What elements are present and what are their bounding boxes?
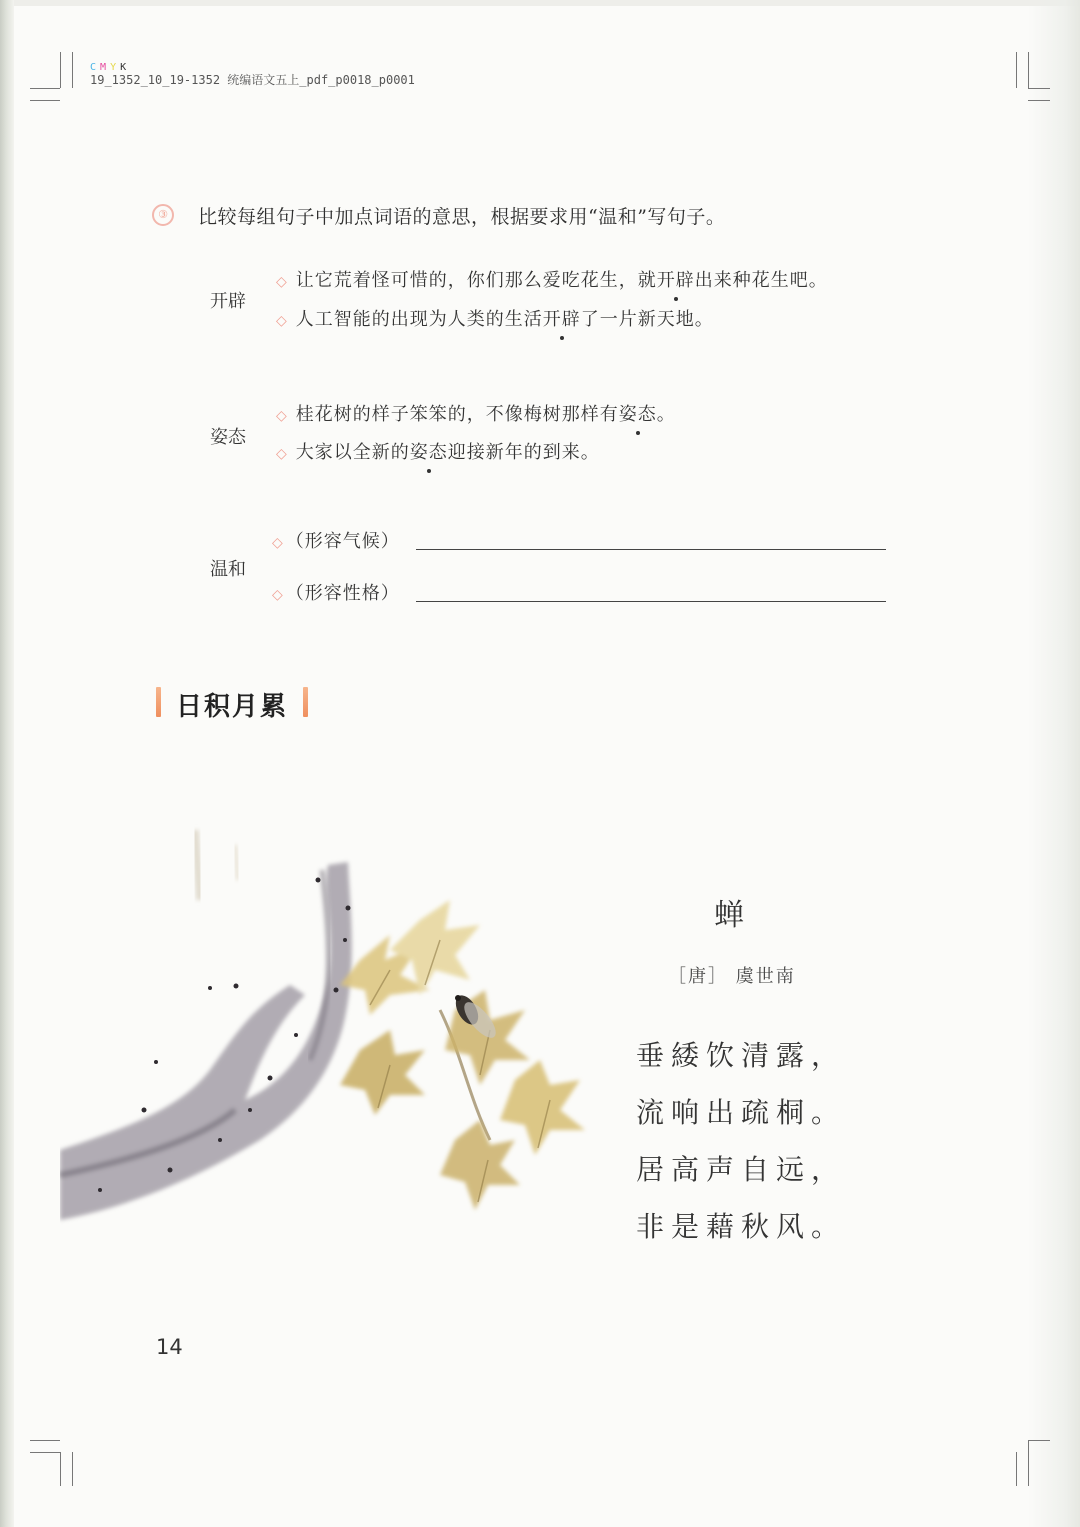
poem-title: 蝉: [714, 898, 744, 933]
page-number: 14: [156, 1335, 183, 1359]
crop-mark: [1028, 1440, 1050, 1441]
dotted-word: 开辟: [657, 266, 695, 292]
example-sentence: [276, 266, 828, 292]
diamond-bullet-icon: ◇: [276, 408, 288, 424]
cmyk-k: K: [120, 62, 127, 73]
sentence-text: 桂花树的样子笨笨的，不像梅树那样有: [295, 404, 619, 425]
faint-stem: [235, 845, 238, 880]
section-title: 日积月累: [176, 692, 289, 722]
answer-line-climate[interactable]: [416, 548, 886, 550]
example-sentence: [276, 400, 676, 426]
example-sentence: [276, 305, 714, 331]
crop-mark: [30, 100, 60, 101]
prompt-text: （形容性格）: [285, 583, 400, 604]
poem-line: 流响出疏桐。: [636, 1096, 847, 1129]
write-prompt: [272, 579, 400, 605]
diamond-bullet-icon: ◇: [276, 274, 288, 290]
poem-line: 居高声自远，: [636, 1153, 847, 1186]
answer-line-personality[interactable]: [416, 600, 886, 602]
faint-stem: [195, 830, 200, 900]
scan-edge-right: [1028, 0, 1080, 1527]
group-word: 温和: [210, 559, 246, 580]
sentence-text: 人工智能的出现为人类的生活: [295, 309, 543, 330]
title-bar-right: [303, 687, 308, 717]
crop-mark: [1028, 1440, 1029, 1486]
sentence-text: 让它荒着怪可惜的，你们那么爱吃花生，就: [295, 270, 657, 291]
crop-mark: [60, 1452, 61, 1486]
cmyk-marks: [90, 60, 415, 74]
group-word: 姿态: [210, 427, 246, 448]
crop-mark: [1016, 1452, 1017, 1486]
cmyk-m: M: [100, 62, 107, 73]
sentence-text: 出来种花生吧。: [694, 270, 828, 291]
crop-mark: [72, 1452, 73, 1486]
sentence-text: 大家以全新的: [295, 442, 410, 463]
maple-leaves: [340, 900, 585, 1210]
scan-edge-left: [0, 0, 14, 1527]
sentence-text: 。: [656, 404, 676, 425]
circled-number-icon: ③: [152, 204, 174, 226]
cmyk-c: C: [90, 62, 97, 73]
crop-mark: [30, 1440, 60, 1441]
diamond-bullet-icon: ◇: [272, 535, 284, 551]
diamond-bullet-icon: ◇: [276, 313, 288, 329]
crop-mark: [72, 52, 73, 88]
scan-edge-top: [0, 0, 1080, 6]
crop-mark: [30, 88, 60, 89]
diamond-bullet-icon: ◇: [276, 446, 288, 462]
crop-mark: [1028, 52, 1029, 88]
crop-mark: [1028, 100, 1050, 101]
dotted-word: 姿态: [410, 438, 448, 464]
prompt-text: （形容气候）: [285, 531, 400, 552]
crop-mark: [1016, 52, 1017, 88]
dotted-word: 开辟: [543, 305, 581, 331]
poem-line: 垂緌饮清露，: [636, 1039, 847, 1072]
cmyk-y: Y: [110, 62, 117, 73]
crop-mark: [30, 1452, 60, 1453]
crop-mark: [60, 52, 61, 88]
write-prompt: [272, 527, 400, 553]
diamond-bullet-icon: ◇: [272, 587, 284, 603]
file-name: 19_1352_10_19-1352 统编语文五上_pdf_p0018_p0001: [90, 73, 415, 87]
dotted-word: 姿态: [619, 400, 657, 426]
group-word: 开辟: [210, 291, 246, 312]
sentence-text: 了一片新天地。: [580, 309, 714, 330]
crop-mark: [1028, 88, 1050, 89]
print-file-label: [90, 60, 415, 86]
example-sentence: [276, 438, 600, 464]
sentence-text: 迎接新年的到来。: [447, 442, 600, 463]
title-bar-left: [156, 687, 161, 717]
poem-author: ［唐］ 虞世南: [668, 966, 796, 987]
exercise-instruction: 比较每组句子中加点词语的意思，根据要求用“温和”写句子。: [198, 206, 726, 228]
poem-line: 非是藉秋风。: [636, 1210, 847, 1243]
cicada-painting: [60, 810, 620, 1240]
